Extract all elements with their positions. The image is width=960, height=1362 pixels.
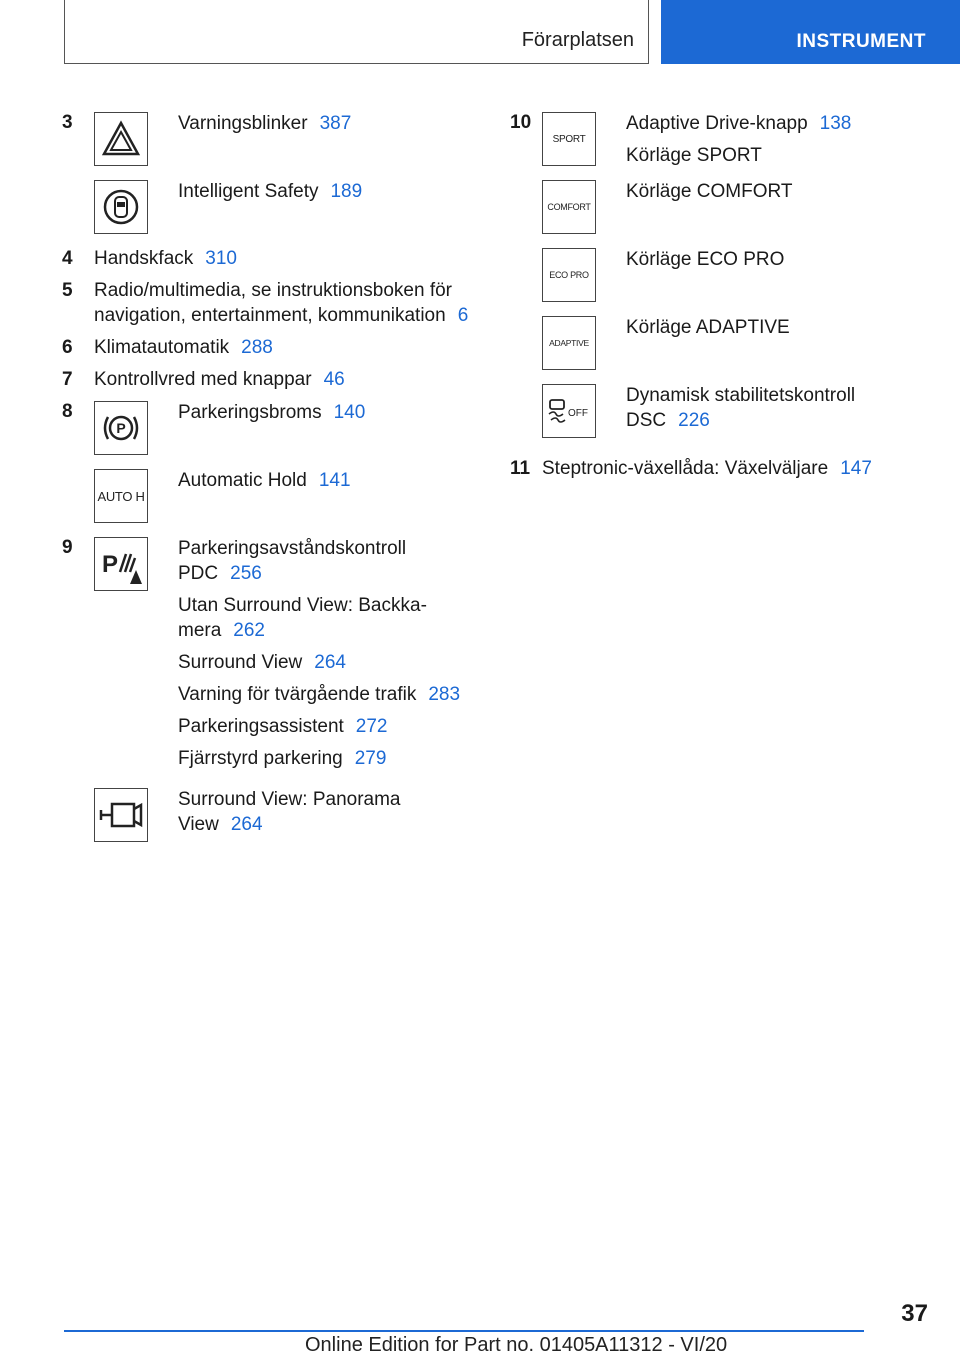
remote-parking-label: Fjärrstyrd parkering	[178, 748, 343, 769]
steptronic-label: Steptronic-växellåda: Växelväljare	[542, 458, 829, 479]
item-number: 9	[62, 537, 73, 558]
item-number: 4	[62, 248, 73, 269]
cross-traffic-page-link[interactable]: 283	[428, 684, 461, 705]
steptronic-page-link[interactable]: 147	[840, 458, 872, 479]
parking-brake-page-link[interactable]: 140	[333, 402, 366, 423]
item-number: 5	[62, 280, 73, 301]
right-column	[510, 110, 910, 488]
backup-camera-page-link[interactable]: 262	[233, 620, 265, 641]
page-number: 37	[901, 1300, 928, 1327]
eco-pro-mode-entry	[510, 246, 910, 314]
header-section-box	[64, 0, 649, 64]
item-10	[510, 110, 910, 450]
item-8	[62, 399, 482, 535]
sport-mode-entry	[510, 110, 910, 178]
glovebox-label: Handskfack	[94, 248, 194, 269]
footer-edition-text: Online Edition for Part no. 01405A11312 - VI/20	[305, 1334, 728, 1356]
surround-view-label: Surround View	[178, 652, 303, 673]
item-number: 3	[62, 112, 73, 133]
surround-view-page-link[interactable]: 264	[314, 652, 346, 673]
auto-hold-page-link[interactable]: 141	[318, 470, 351, 491]
panorama-camera-icon	[94, 788, 148, 842]
controller-label: Kontrollvred med knappar	[94, 369, 312, 390]
hazard-label: Varningsblinker	[178, 113, 308, 134]
comfort-mode-entry	[510, 178, 910, 246]
comfort-mode-label: Körläge COMFORT	[626, 181, 793, 202]
panorama-view-page-link[interactable]: 264	[230, 814, 263, 835]
climate-label: Klimatautomatik	[94, 337, 230, 358]
climate-page-link[interactable]: 288	[241, 337, 273, 358]
hazard-entry	[62, 110, 482, 178]
parking-assistant-page-link[interactable]: 272	[355, 716, 388, 737]
park-distance-control-icon	[94, 537, 148, 591]
pdc-page-link[interactable]: 256	[230, 563, 262, 584]
header-section-title: Förarplatsen	[521, 29, 634, 51]
adaptive-drive-label: Adaptive Drive-knapp	[626, 113, 808, 134]
dsc-icon-text: OFF	[568, 408, 588, 419]
comfort-icon-text: COMFORT	[547, 202, 591, 212]
adaptive-mode-icon	[542, 316, 596, 370]
parking-brake-icon	[94, 401, 148, 455]
controller-page-link[interactable]: 46	[323, 369, 345, 390]
sport-icon-text: SPORT	[552, 133, 586, 145]
parking-brake-entry	[62, 399, 482, 467]
dsc-entry	[510, 382, 910, 450]
intelligent-safety-icon	[94, 180, 148, 234]
auto-hold-icon-text: AUTO H	[97, 488, 145, 504]
glovebox-page-link[interactable]: 310	[205, 248, 237, 269]
remote-parking-page-link[interactable]: 279	[354, 748, 387, 769]
auto-hold-icon	[94, 469, 148, 523]
left-column	[62, 110, 482, 854]
dsc-page-link[interactable]: 226	[678, 410, 710, 431]
item-number: 6	[62, 337, 73, 358]
adaptive-mode-entry	[510, 314, 910, 382]
item-number: 11	[510, 458, 531, 479]
intelligent-safety-page-link[interactable]: 189	[330, 181, 363, 202]
dsc-label: Dynamisk stabilitetskontroll DSC	[626, 385, 856, 431]
panorama-view-label: Surround View: Panorama View	[178, 789, 401, 835]
svg-text:P: P	[102, 551, 119, 578]
item-6	[62, 335, 482, 360]
adaptive-drive-page-link[interactable]: 138	[819, 113, 852, 134]
parking-brake-label: Parkeringsbroms	[178, 402, 322, 423]
radio-page-link[interactable]: 6	[457, 305, 469, 326]
panorama-view-entry	[62, 786, 482, 854]
item-3	[62, 110, 482, 246]
item-4	[62, 246, 482, 271]
item-9	[62, 535, 482, 854]
hazard-warning-icon	[94, 112, 148, 166]
intelligent-safety-entry	[62, 178, 482, 246]
radio-label: Radio/multimedia, se instruktionsboken för navigation, entertainment, kommunikation	[94, 280, 453, 326]
eco-pro-mode-icon	[542, 248, 596, 302]
pdc-entry	[62, 535, 482, 786]
item-11	[510, 456, 910, 481]
intelligent-safety-label: Intelligent Safety	[178, 181, 319, 202]
footer-divider	[64, 1330, 864, 1332]
cross-traffic-label: Varning för tvärgående trafik	[178, 684, 417, 705]
eco-pro-icon-text: ECO PRO	[549, 270, 589, 280]
parking-assistant-label: Parkeringsassistent	[178, 716, 344, 737]
item-7	[62, 367, 482, 392]
backup-camera-label: Utan Surround View: Backkamera	[178, 595, 427, 641]
header-chapter-tab	[661, 0, 960, 64]
item-5	[62, 278, 482, 328]
eco-pro-mode-label: Körläge ECO PRO	[626, 249, 785, 270]
item-number: 10	[510, 112, 532, 133]
auto-hold-label: Automatic Hold	[178, 470, 307, 491]
sport-mode-label: Körläge SPORT	[626, 145, 762, 166]
item-number: 7	[62, 369, 73, 390]
svg-text:P: P	[116, 420, 126, 436]
hazard-page-link[interactable]: 387	[319, 113, 352, 134]
dsc-off-icon	[542, 384, 596, 438]
sport-mode-icon	[542, 112, 596, 166]
adaptive-mode-label: Körläge ADAPTIVE	[626, 317, 790, 338]
auto-hold-entry	[62, 467, 482, 535]
item-number: 8	[62, 401, 73, 422]
adaptive-icon-text: ADAPTIVE	[549, 338, 589, 348]
pdc-label: Parkeringsavståndskontroll PDC	[178, 538, 407, 584]
comfort-mode-icon	[542, 180, 596, 234]
header-chapter-title: INSTRUMENT	[796, 31, 926, 52]
